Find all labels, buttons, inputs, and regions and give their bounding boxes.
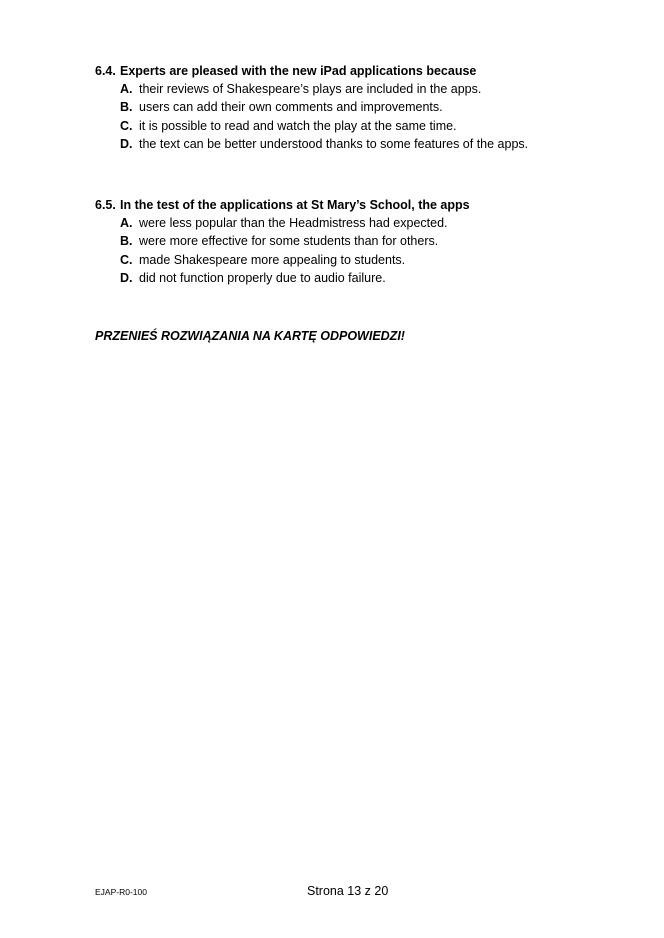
option-text: were less popular than the Headmistress had expected. <box>139 216 448 230</box>
option-b <box>120 232 635 250</box>
option-b <box>120 98 635 116</box>
option-letter: A. <box>120 82 133 96</box>
option-letter: A. <box>120 216 133 230</box>
option-c <box>120 251 635 269</box>
option-letter: B. <box>120 234 133 249</box>
option-c <box>120 117 635 135</box>
question-number: 6.4. <box>95 64 116 78</box>
option-letter: D. <box>120 136 133 151</box>
question-stem <box>95 62 635 80</box>
page-number: Strona 13 z 20 <box>307 884 389 898</box>
option-d <box>120 269 635 287</box>
option-a <box>120 80 635 98</box>
option-letter: C. <box>120 252 133 267</box>
option-letter: C. <box>120 118 133 133</box>
option-text: users can add their own comments and improvements. <box>139 100 443 115</box>
question-6-5 <box>95 196 635 287</box>
option-d <box>120 135 635 153</box>
option-text: were more effective for some students than for others. <box>139 234 439 249</box>
option-a <box>120 214 635 232</box>
question-6-4 <box>95 62 635 153</box>
question-stem <box>95 196 635 214</box>
option-text: made Shakespeare more appealing to students. <box>139 252 406 267</box>
option-text: their reviews of Shakespeare’s plays are included in the apps. <box>139 82 482 96</box>
option-letter: D. <box>120 270 133 285</box>
exam-code: EJAP-R0-100 <box>95 887 147 897</box>
transfer-answers-notice: PRZENIEŚ ROZWIĄZANIA NA KARTĘ ODPOWIEDZI! <box>95 329 405 343</box>
option-text: it is possible to read and watch the play at the same time. <box>139 118 457 133</box>
question-text: In the test of the applications at St Mary’s School, the apps <box>120 198 470 212</box>
question-text: Experts are pleased with the new iPad applications because <box>120 64 477 78</box>
question-number: 6.5. <box>95 198 116 212</box>
option-text: the text can be better understood thanks to some features of the apps. <box>139 136 529 151</box>
option-letter: B. <box>120 100 133 115</box>
option-text: did not function properly due to audio failure. <box>139 270 386 285</box>
